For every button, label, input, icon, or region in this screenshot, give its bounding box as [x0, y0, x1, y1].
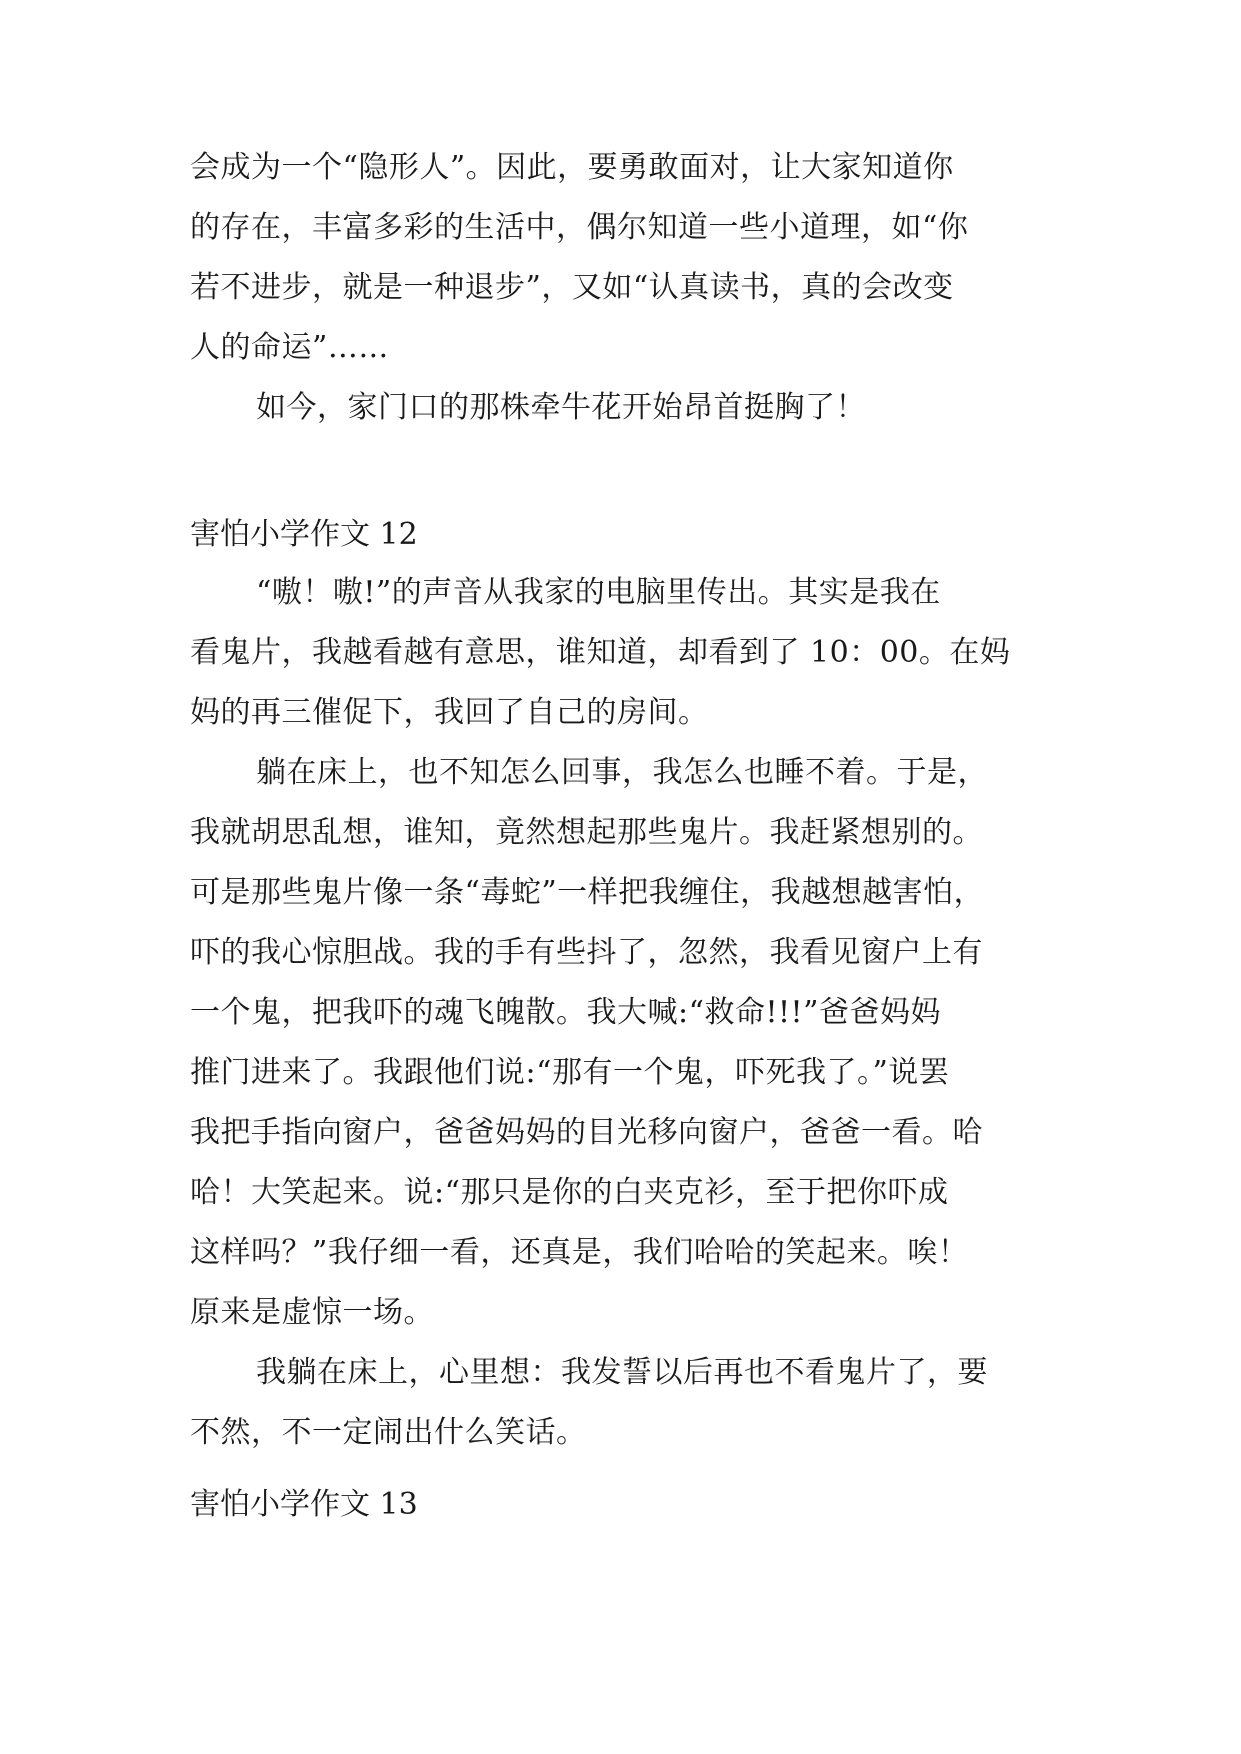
text-line: 一个鬼，把我吓的魂飞魄散。我大喊:“救命!!!”爸爸妈妈 [190, 995, 941, 1030]
text-line: 不然，不一定闹出什么笑话。 [190, 1415, 587, 1450]
essay13-title: 害怕小学作文 13 [190, 1487, 418, 1522]
text-line: 哈！大笑起来。说:“那只是你的白夹克衫，至于把你吓成 [190, 1175, 949, 1210]
closing-line: 如今，家门口的那株牵牛花开始昂首挺胸了！ [256, 390, 866, 425]
text-line: 我就胡思乱想，谁知，竟然想起那些鬼片。我赶紧想别的。 [190, 815, 983, 850]
essay12-title: 害怕小学作文 12 [190, 517, 418, 552]
text-line: 的存在，丰富多彩的生活中，偶尔知道一些小道理，如“你 [190, 210, 969, 245]
section1-paragraph [190, 138, 1050, 438]
text-line: 可是那些鬼片像一条“毒蛇”一样把我缠住，我越想越害怕， [190, 875, 985, 910]
text-line: 推门进来了。我跟他们说:“那有一个鬼，吓死我了。”说罢 [190, 1055, 950, 1090]
text-line: 躺在床上，也不知怎么回事，我怎么也睡不着。于是， [256, 755, 988, 790]
text-line: 这样吗？”我仔细一看，还真是，我们哈哈的笑起来。唉！ [190, 1235, 969, 1270]
text-line: 人的命运”…… [190, 330, 389, 365]
text-line: 若不进步，就是一种退步”，又如“认真读书，真的会改变 [190, 270, 954, 305]
essay12-body [190, 563, 1050, 1463]
text-line: 妈的再三催促下，我回了自己的房间。 [190, 695, 709, 730]
text-line: 会成为一个“隐形人”。因此，要勇敢面对，让大家知道你 [190, 150, 954, 185]
text-line: 看鬼片，我越看越有意思，谁知道，却看到了 10：00。在妈 [190, 635, 1011, 670]
text-line: 我躺在床上，心里想：我发誓以后再也不看鬼片了，要 [256, 1355, 988, 1390]
text-line: 吓的我心惊胆战。我的手有些抖了，忽然，我看见窗户上有 [190, 935, 983, 970]
text-line: 原来是虚惊一场。 [190, 1295, 434, 1330]
text-line: 我把手指向窗户，爸爸妈妈的目光移向窗户，爸爸一看。哈 [190, 1115, 983, 1150]
text-line: “嗷！嗷!”的声音从我家的电脑里传出。其实是我在 [256, 575, 941, 610]
